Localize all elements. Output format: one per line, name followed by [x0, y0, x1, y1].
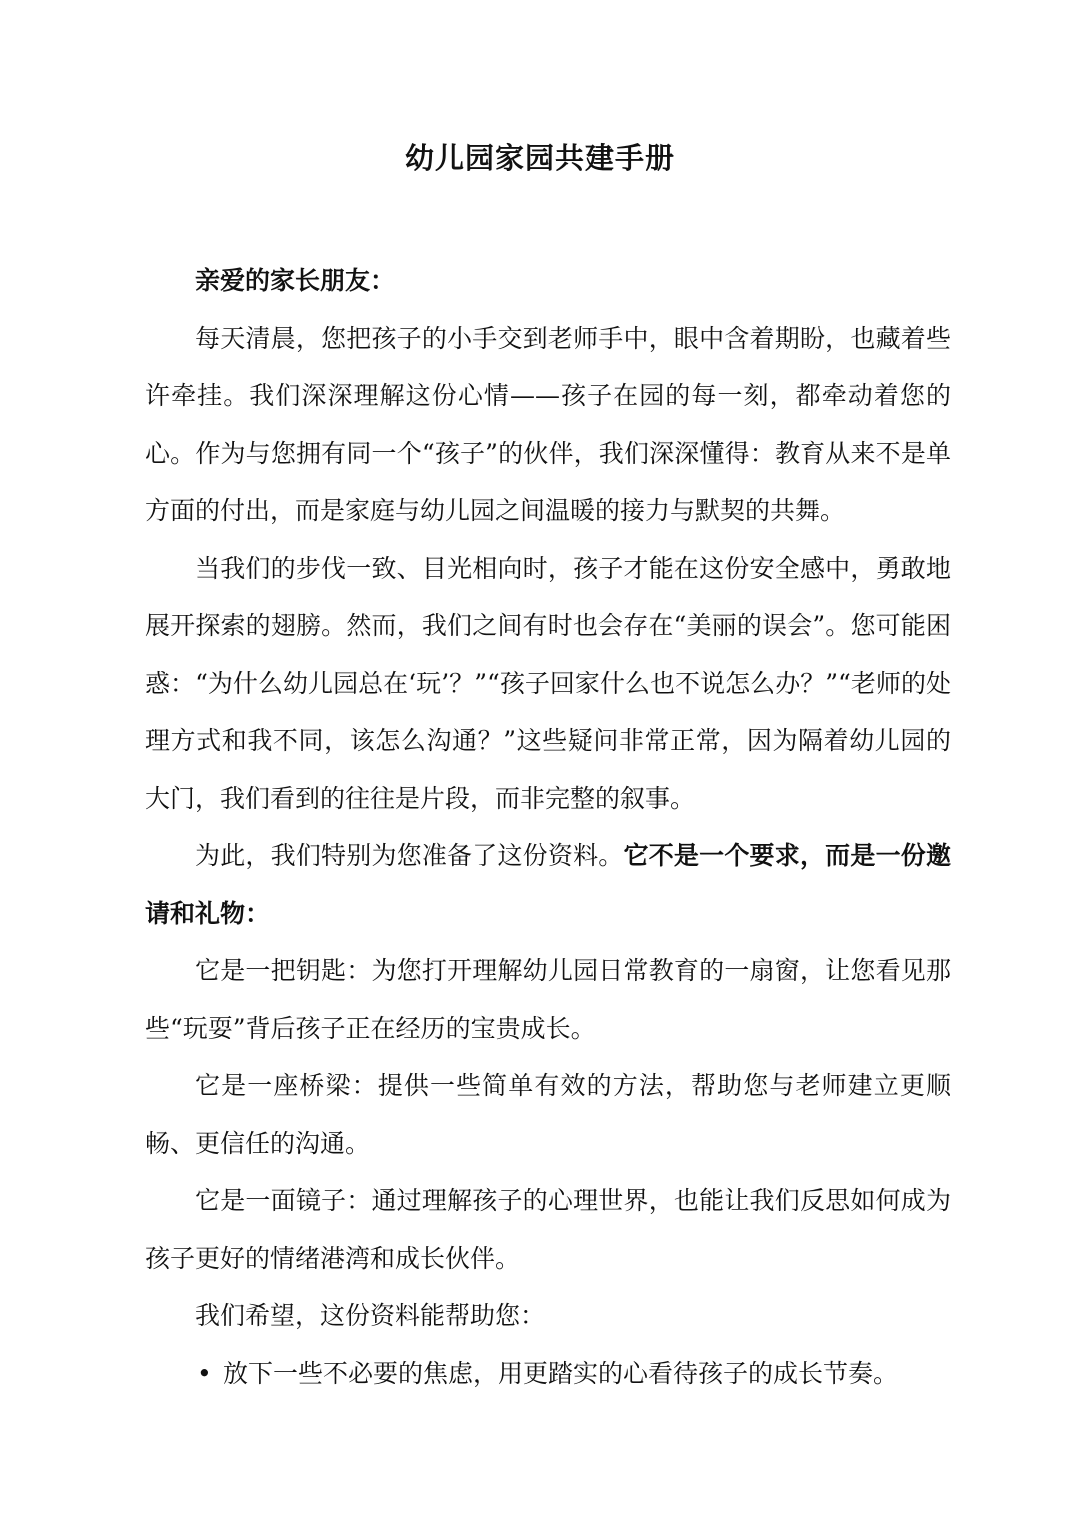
paragraph-purpose-lead: 为此，我们特别为您准备了这份资料。 — [195, 841, 624, 870]
paragraph-mirror: 它是一面镜子：通过理解孩子的心理世界，也能让我们反思如何成为孩子更好的情绪港湾和成长伙伴。 — [145, 1186, 951, 1273]
document-body — [145, 252, 951, 1402]
hope-list — [145, 1345, 951, 1403]
bullet-icon: • — [197, 1358, 212, 1388]
paragraph-intro: 每天清晨，您把孩子的小手交到老师手中，眼中含着期盼，也藏着些许牵挂。我们深深理解这份心情——孩子在园的每一刻，都牵动着您的心。作为与您拥有同一个“孩子”的伙伴，我们深深懂得：教育从来不是单方面的付出，而是家庭与幼儿园之间温暖的接力与默契的共舞。 — [145, 323, 951, 525]
list-item-text: 放下一些不必要的焦虑，用更踏实的心看待孩子的成长节奏。 — [223, 1358, 899, 1388]
paragraph-purpose-emphasis: 它不是一个要求，而是一份邀请和礼物： — [145, 841, 951, 928]
paragraph-hope: 我们希望，这份资料能帮助您： — [195, 1301, 546, 1330]
document-title: 幼儿园家园共建手册 — [404, 141, 675, 175]
paragraph-misunderstanding: 当我们的步伐一致、目光相向时，孩子才能在这份安全感中，勇敢地展开探索的翅膀。然而，我们之间有时也会存在“美丽的误会”。您可能困惑：“为什么幼儿园总在‘玩’？”“孩子回家什么也不说怎么办？”“老师的处理方式和我不同，该怎么沟通？”这些疑问非常正常，因为隔着幼儿园的大门，我们看到的往往是片段，而非完整的叙事。 — [145, 553, 951, 813]
list-item — [145, 1345, 951, 1403]
greeting: 亲爱的家长朋友： — [195, 266, 396, 295]
paragraph-purpose — [145, 827, 951, 942]
paragraph-key: 它是一把钥匙：为您打开理解幼儿园日常教育的一扇窗，让您看见那些“玩耍”背后孩子正在经历的宝贵成长。 — [145, 956, 951, 1043]
paragraph-bridge: 它是一座桥梁：提供一些简单有效的方法，帮助您与老师建立更顺畅、更信任的沟通。 — [145, 1071, 951, 1158]
